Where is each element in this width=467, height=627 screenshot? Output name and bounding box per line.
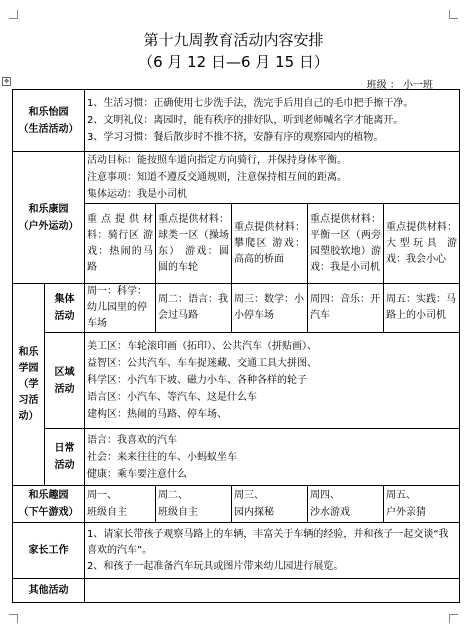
life-content bbox=[85, 90, 460, 152]
group-day: 周五：实践：马路上的小司机 bbox=[384, 284, 460, 333]
daily-item: 健康：乘车要注意什么 bbox=[87, 468, 187, 480]
outdoor-area: 重点提供材料：大型玩具 游戏：我会小心 bbox=[384, 204, 460, 284]
daily-item: 社会：来来往往的车、小蚂蚁坐车 bbox=[87, 451, 237, 463]
life-item: 3、学习习惯：餐后散步时不推不挤，安静有序的观察园内的植物。 bbox=[87, 132, 384, 143]
daily-item: 语言：我喜欢的汽车 bbox=[87, 434, 177, 446]
family-item: 1、请家长带孩子观察马路上的车辆，丰富关于车辆的经验，并和孩子一起交谈“我喜欢的汽车”。 bbox=[87, 528, 449, 556]
outdoor-goal-cell bbox=[85, 152, 460, 204]
family-content bbox=[85, 523, 460, 579]
life-label: 和乐怡园 （生活活动） bbox=[13, 90, 85, 152]
date-range: （6 月 12 日—6 月 15 日） bbox=[138, 53, 329, 71]
area-item: 科学区：小汽车下坡、磁力小车、各种各样的轮子 bbox=[87, 375, 307, 386]
daily-activity-label: 日常 活动 bbox=[45, 429, 85, 486]
page-title: 第十九周教育活动内容安排 bbox=[143, 31, 324, 49]
page-corner-mark bbox=[449, 614, 458, 623]
row-fun bbox=[13, 486, 460, 523]
fun-label: 和乐趣园 （下午游戏） bbox=[13, 486, 85, 523]
life-item: 2、文明礼仪：离园时，能有秩序的排好队，听到老师喊名字才能离开。 bbox=[87, 115, 404, 126]
page-corner-mark bbox=[9, 614, 18, 623]
life-item: 1、生活习惯：正确使用七步洗手法，洗完手后用自己的毛巾把手擦干净。 bbox=[87, 98, 414, 109]
fun-day: 周四、 沙水游戏 bbox=[308, 486, 384, 523]
learning-label: 和乐学园（学习活动） bbox=[13, 284, 45, 486]
outdoor-group: 集体运动：我是小司机 bbox=[87, 189, 187, 200]
table-move-handle-icon[interactable]: ✥ bbox=[3, 78, 10, 85]
outdoor-area: 重点提供材料：攀爬区 游戏：高高的桥面 bbox=[232, 204, 308, 284]
area-item: 美工区：车轮滚印画（拓印）、公共汽车（拼贴画）、 bbox=[87, 341, 317, 352]
area-activity-label: 区域 活动 bbox=[45, 333, 85, 429]
outdoor-goal: 活动目标：能按照车道向指定方向骑行，并保持身体平衡。 bbox=[87, 155, 347, 166]
outdoor-area: 重点提供材料：平衡一区（两旁园塑胶软地）游戏：我是小司机 bbox=[308, 204, 384, 284]
family-item: 2、和孩子一起准备汽车玩具或图片带来幼儿园进行展览。 bbox=[87, 560, 344, 572]
group-day: 周四：音乐：开汽车 bbox=[308, 284, 384, 333]
other-label: 其他活动 bbox=[13, 579, 85, 603]
class-label: 班级 ： 小一班 bbox=[366, 80, 433, 91]
fun-day: 周五、 户外亲猜 bbox=[384, 486, 460, 523]
group-day: 周一：科学：幼儿园里的停车场 bbox=[85, 284, 156, 333]
fun-day: 周二、 班级自主 bbox=[156, 486, 232, 523]
row-other bbox=[13, 579, 460, 603]
schedule-table bbox=[12, 89, 460, 603]
outdoor-note: 注意事项：知道不遵反交通规则，注意保持相互间的距离。 bbox=[87, 172, 347, 183]
row-outdoor-goal bbox=[13, 152, 460, 204]
row-family bbox=[13, 523, 460, 579]
row-learning-area bbox=[13, 333, 460, 429]
outdoor-label: 和乐康园 （户外运动） bbox=[13, 152, 85, 284]
group-day: 周二：语言：我会过马路 bbox=[156, 284, 232, 333]
area-activity-content bbox=[85, 333, 460, 429]
row-life bbox=[13, 90, 460, 152]
other-content[interactable] bbox=[85, 579, 460, 603]
row-learning-daily bbox=[13, 429, 460, 486]
fun-day: 周三、 园内探秘 bbox=[232, 486, 308, 523]
family-label: 家长工作 bbox=[13, 523, 85, 579]
daily-activity-content bbox=[85, 429, 460, 486]
row-learning-group bbox=[13, 284, 460, 333]
group-activity-label: 集体 活动 bbox=[45, 284, 85, 333]
page-corner-mark bbox=[449, 10, 458, 19]
outdoor-area: 重点提供材料：球类一区（操场东） 游戏：圆圆的车轮 bbox=[156, 204, 232, 284]
area-item: 建构区：热闹的马路、停车场、 bbox=[87, 409, 227, 420]
outdoor-area: 重点提供材料：骑行区 游戏：热闹的马路 bbox=[85, 204, 156, 284]
area-item: 语言区：小汽车、等汽车、这是什么车 bbox=[87, 392, 257, 403]
fun-day: 周一、 班级自主 bbox=[85, 486, 156, 523]
group-day: 周三：数学：小小停车场 bbox=[232, 284, 308, 333]
area-item: 益智区：公共汽车、车车捉迷藏、交通工具大拼图、 bbox=[87, 358, 317, 369]
page-corner-mark bbox=[9, 10, 18, 19]
